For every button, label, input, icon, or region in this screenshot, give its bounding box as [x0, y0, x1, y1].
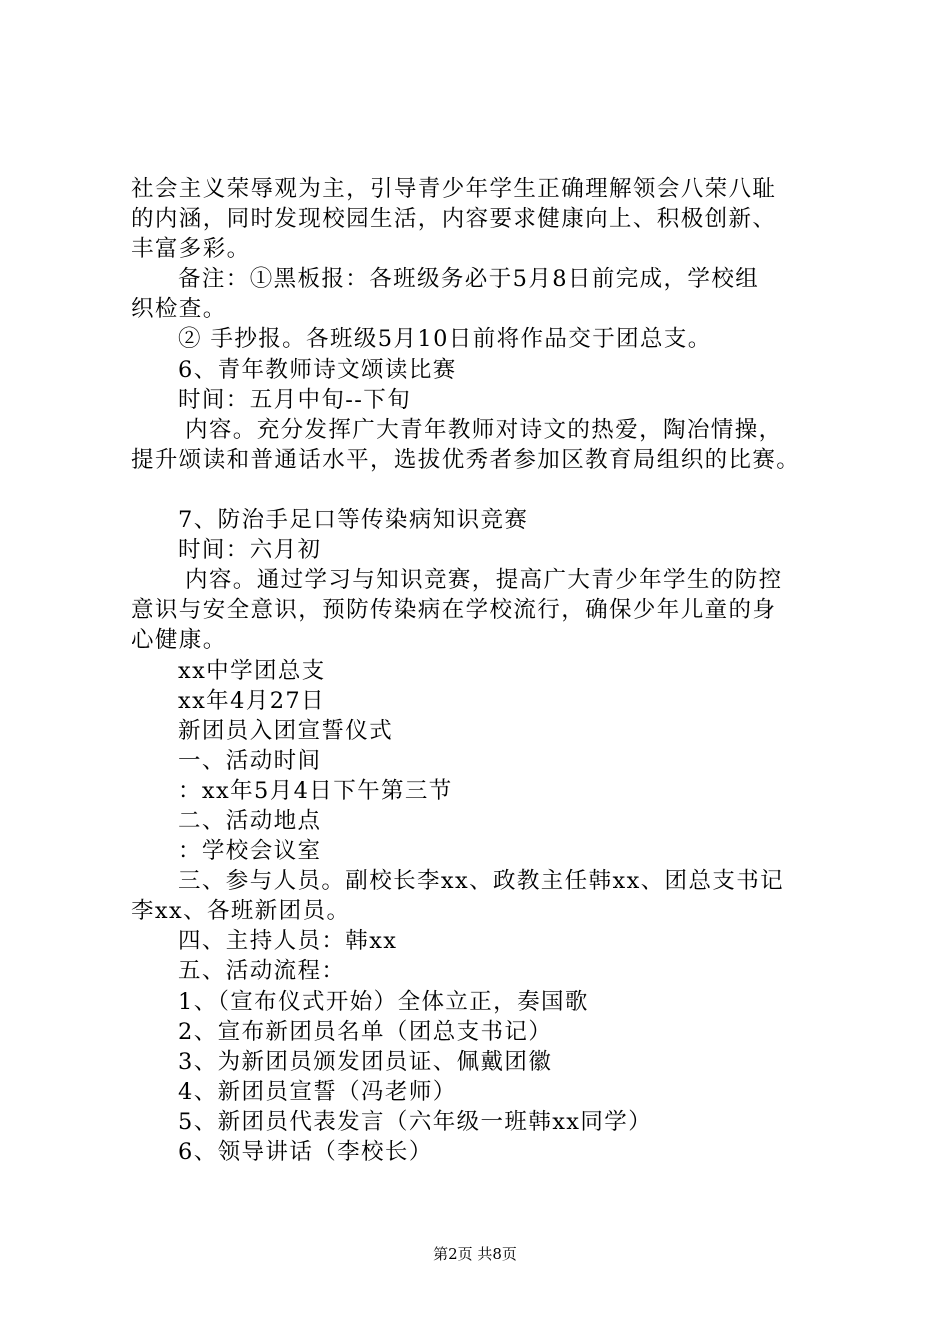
note-line: ② 手抄报。各班级5月10日前将作品交于团总支。 [178, 326, 712, 353]
paragraph-line: 丰富多彩。 [131, 236, 251, 263]
blank-line [131, 475, 843, 505]
note-line: 织检查。 [131, 296, 227, 323]
list-item: 6、领导讲话（李校长） [178, 1139, 433, 1165]
document-title: 新团员入团宣誓仪式 [178, 717, 394, 744]
paragraph-line: 的内涵，同时发现校园生活，内容要求健康向上、积极创新、 [131, 206, 777, 233]
section-heading: 7、防治手足口等传染病知识竞赛 [178, 507, 529, 534]
time-line: 时间：五月中旬--下旬 [178, 386, 412, 413]
section-heading: 五、活动流程： [178, 958, 346, 985]
document-body [131, 174, 843, 1167]
content-line: 提升颂读和普通话水平，选拔优秀者参加区教育局组织的比赛。 [131, 446, 801, 473]
section-detail: 李xx、各班新团员。 [131, 898, 351, 925]
signature-date: xx年4月27日 [178, 687, 326, 714]
note-line: 备注：①黑板报：各班级务必于5月8日前完成，学校组 [178, 266, 760, 293]
section-heading: 一、活动时间 [178, 747, 322, 774]
content-line: 内容。通过学习与知识竞赛，提高广大青少年学生的防控 [185, 567, 783, 594]
content-line: 意识与安全意识，预防传染病在学校流行，确保少年儿童的身 [131, 597, 777, 624]
content-line: 内容。充分发挥广大青年教师对诗文的热爱，陶冶情操， [185, 416, 783, 443]
section-heading: 三、参与人员。副校长李xx、政教主任韩xx、团总支书记 [178, 868, 785, 895]
list-item: 4、新团员宣誓（冯老师） [178, 1078, 457, 1105]
page-footer: 第2页 共8页 [433, 1245, 517, 1263]
list-item: 2、宣布新团员名单（团总支书记） [178, 1018, 553, 1045]
list-item: 1、（宣布仪式开始）全体立正，奏国歌 [178, 988, 589, 1015]
paragraph-line: 社会主义荣辱观为主，引导青少年学生正确理解领会八荣八耻 [131, 176, 777, 202]
list-item: 3、为新团员颁发团员证、佩戴团徽 [178, 1048, 553, 1075]
section-heading: 6、青年教师诗文颂读比赛 [178, 356, 457, 383]
list-item: 5、新团员代表发言（六年级一班韩xx同学） [178, 1108, 653, 1135]
section-detail: ：学校会议室 [178, 838, 322, 865]
content-line: 心健康。 [131, 627, 227, 654]
time-line: 时间：六月初 [178, 537, 322, 564]
signature-org: xx中学团总支 [178, 657, 326, 684]
section-heading: 四、主持人员：韩xx [178, 928, 398, 955]
section-detail: ：xx年5月4日下午第三节 [178, 777, 453, 804]
section-heading: 二、活动地点 [178, 807, 322, 834]
